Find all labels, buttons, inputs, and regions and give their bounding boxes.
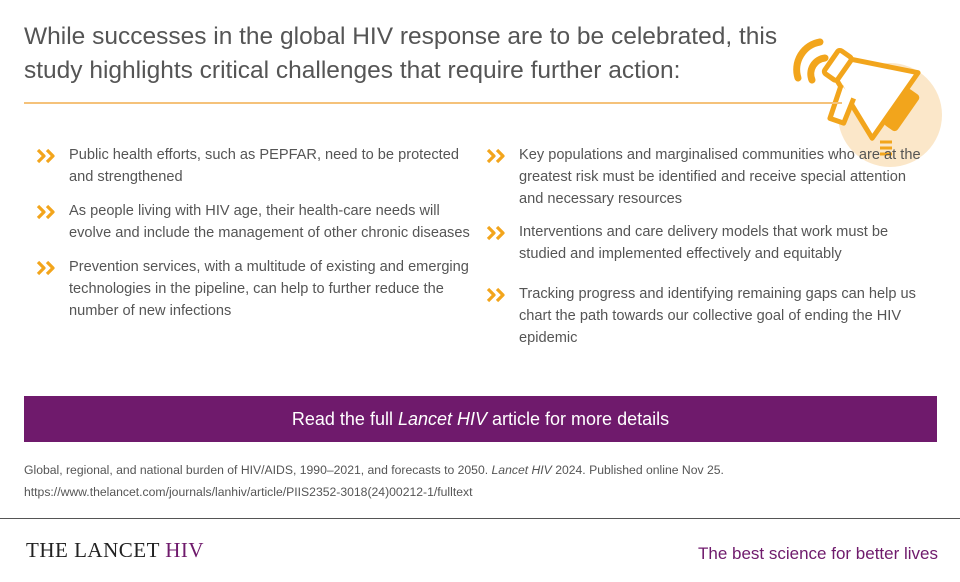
point-text: Key populations and marginalised communities who are at the greatest risk must be identified and receive special attention and necessary resources — [519, 147, 921, 207]
double-chevron-icon — [36, 204, 60, 220]
point-text: Public health efforts, such as PEPFAR, need to be protected and strengthened — [69, 147, 459, 185]
citation-details: 2024. Published online Nov 25. — [551, 463, 724, 477]
point-text: Prevention services, with a multitude of existing and emerging technologies in the pipeline, can help to further reduce the number of new infections — [69, 259, 469, 319]
footer-divider — [0, 518, 960, 519]
citation-url[interactable]: https://www.thelancet.com/journals/lanhiv/article/PIIS2352-3018(24)00212-1/fulltext — [24, 485, 473, 499]
double-chevron-icon — [36, 148, 60, 164]
list-item — [486, 221, 926, 265]
citation-journal: Lancet HIV — [491, 463, 552, 477]
logo-journal: HIV — [165, 538, 205, 562]
citation-line — [24, 459, 924, 481]
double-chevron-icon — [486, 225, 510, 241]
right-points-list — [486, 144, 926, 349]
list-item — [486, 283, 926, 349]
read-article-banner[interactable] — [24, 396, 937, 442]
header-divider — [24, 102, 842, 104]
point-text: Interventions and care delivery models that work must be studied and implemented effectively and equitably — [519, 224, 889, 262]
double-chevron-icon — [486, 148, 510, 164]
citation — [24, 459, 924, 503]
headline: While successes in the global HIV response are to be celebrated, this study highlights critical challenges that require further action: — [24, 23, 778, 84]
point-text: As people living with HIV age, their health-care needs will evolve and include the management of other chronic diseases — [69, 203, 470, 241]
banner-prefix: Read the full — [291, 409, 398, 429]
left-points-list — [36, 144, 472, 322]
citation-title: Global, regional, and national burden of HIV/AIDS, 1990–2021, and forecasts to 2050. — [24, 463, 492, 477]
list-item — [36, 200, 472, 244]
list-item — [36, 144, 472, 188]
banner-journal: Lancet HIV — [397, 409, 488, 429]
list-item — [486, 144, 926, 210]
point-text: Tracking progress and identifying remaining gaps can help us chart the path towards our collective goal of ending the HIV epidemic — [519, 286, 916, 346]
double-chevron-icon — [486, 287, 510, 303]
double-chevron-icon — [36, 260, 60, 276]
list-item — [36, 256, 472, 322]
banner-suffix: article for more details — [487, 409, 670, 429]
tagline: The best science for better lives — [697, 544, 938, 563]
logo-main: THE LANCET — [26, 538, 166, 562]
lancet-logo — [26, 538, 204, 563]
